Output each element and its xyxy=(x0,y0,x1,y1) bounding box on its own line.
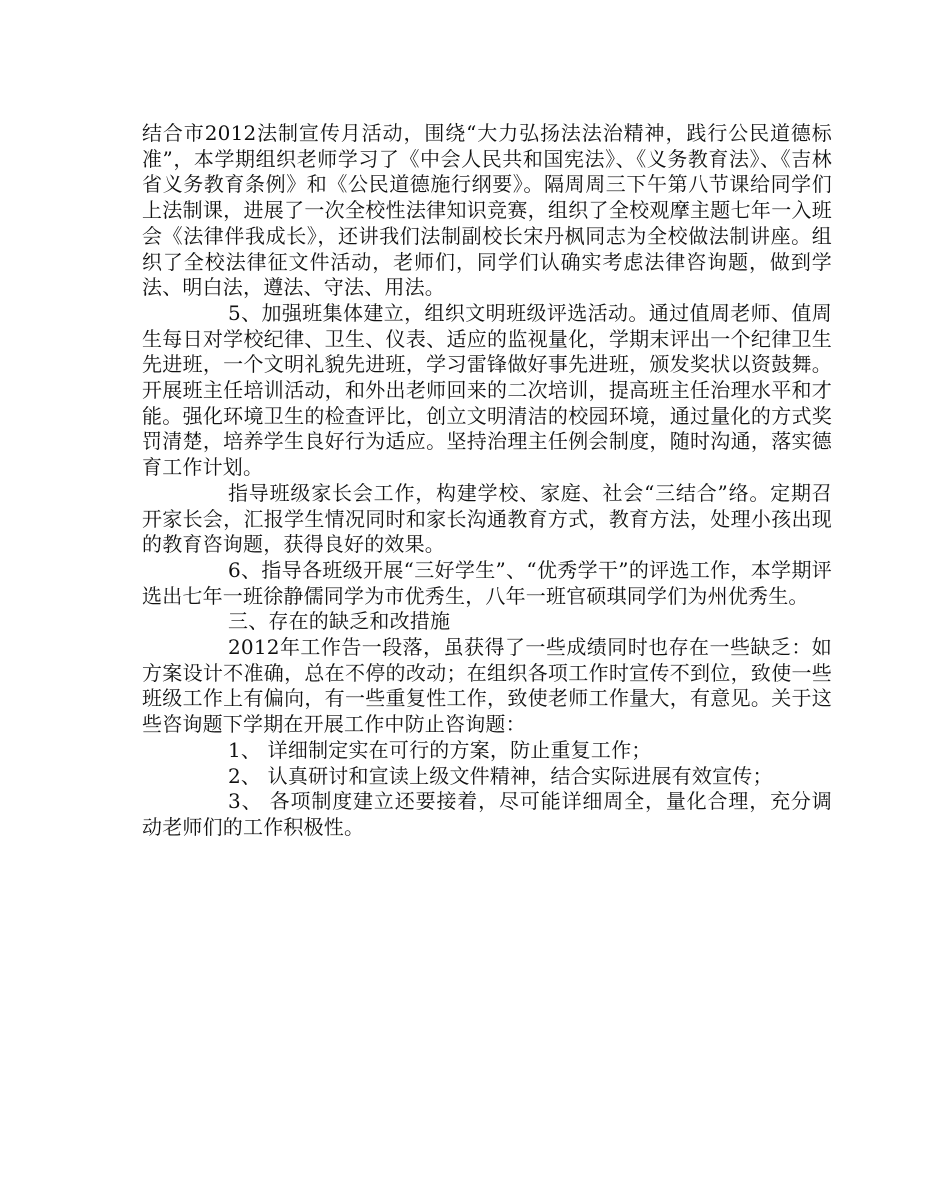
list-item-1: 1、 详细制定实在可行的方案，防止重复工作； xyxy=(228,737,652,762)
list-item-2: 2、 认真研讨和宣读上级文件精神，结合实际进展有效宣传； xyxy=(228,763,773,788)
paragraph-student-awards: 6、指导各班级开展“三好学生”、“优秀学干”的评选工作，本学期评选出七年一班徐静儒同学为市优秀生，八年一班官硕琪同学们为州优秀生。 xyxy=(142,557,832,608)
paragraph-parent-meetings: 指导班级家长会工作，构建学校、家庭、社会“三结合”络。定期召开家长会，汇报学生情况同时和家长沟通教育方式，教育方法，处理小孩出现的教育咨询题，获得良好的效果。 xyxy=(142,480,832,557)
document-body xyxy=(142,121,832,841)
paragraph-class-building: 5、加强班集体建立，组织文明班级评选活动。通过值周老师、值周生每日对学校纪律、卫生、仪表、适应的监视量化，学期末评出一个纪律卫生先进班，一个文明礼貌先进班，学习雷锋做好事先进班，颁发奖状以资鼓舞。开展班主任培训活动，和外出老师回来的二次培训，提高班主任治理水平和才能。强化环境卫生的检查评比，创立文明清洁的校园环境，通过量化的方式奖罚清楚，培养学生良好行为适应。坚持治理主任例会制度，随时沟通，落实德育工作计划。 xyxy=(142,300,832,480)
paragraph-shortcomings: 2012年工作告一段落，虽获得了一些成绩同时也存在一些缺乏：如方案设计不准确，总在不停的改动；在组织各项工作时宣传不到位，致使一些班级工作上有偏向，有一些重复性工作，致使老师工作量大，有意见。关于这些咨询题下学期在开展工作中防止咨询题： xyxy=(142,635,832,737)
list-item-3: 3、 各项制度建立还要接着，尽可能详细周全，量化合理，充分调动老师们的工作积极性。 xyxy=(142,789,832,839)
section-heading-shortcomings: 三、存在的缺乏和改措施 xyxy=(228,609,451,634)
paragraph-legal-education: 结合市2012法制宣传月活动，围绕“大力弘扬法法治精神，践行公民道德标准”，本学期组织老师学习了《中会人民共和国宪法》、《义务教育法》、《吉林省义务教育条例》和《公民道德施行纲要》。隔周周三下午第八节课给同学们上法制课，进展了一次全校性法律知识竞赛，组织了全校观摩主题七年一入班会《法律伴我成长》，还讲我们法制副校长宋丹枫同志为全校做法制讲座。组织了全校法律征文件活动，老师们，同学们认确实考虑法律咨询题，做到学法、明白法，遵法、守法、用法。 xyxy=(142,121,832,300)
